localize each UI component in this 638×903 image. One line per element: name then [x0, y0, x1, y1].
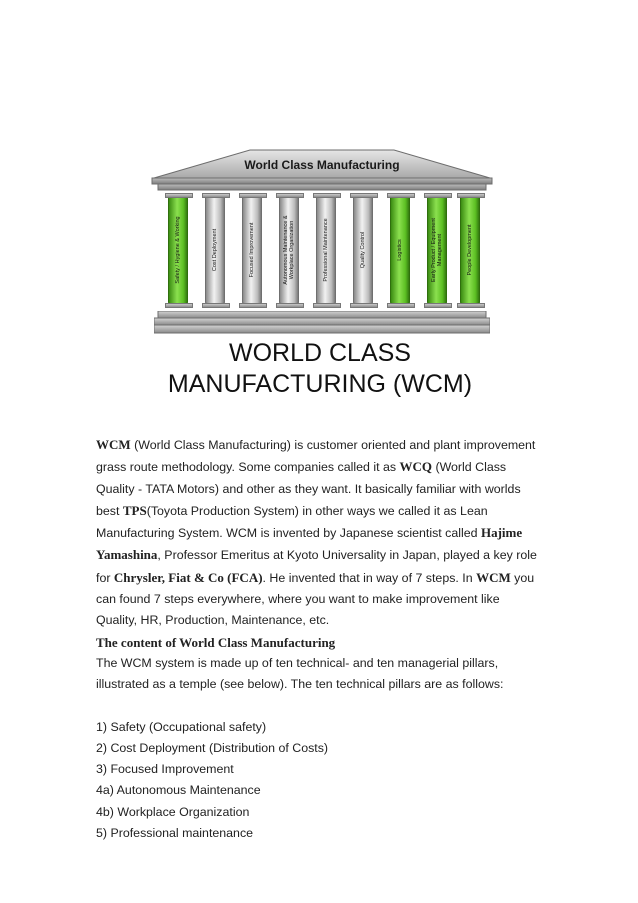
- pillar-quality-control: [353, 196, 373, 304]
- pillar-label: Quality Control: [360, 231, 366, 269]
- bold-term: WCQ: [399, 459, 432, 475]
- pillar-safety: [168, 196, 188, 304]
- text-run: (Toyota Production System) in other ways we called it as Lean Manufacturing System. WCM is invented by Japanese scientist called: [96, 503, 488, 541]
- pillar-focused-improvement: [242, 196, 262, 304]
- pillar-label: Logistics: [397, 239, 403, 261]
- pillar-cost-deployment: [205, 196, 225, 304]
- pillar-people-development: [460, 196, 480, 304]
- spacer: [96, 696, 542, 717]
- list-item: 4b) Workplace Organization: [96, 804, 250, 819]
- temple-base: [154, 311, 490, 334]
- pillar-logistics: [390, 196, 410, 304]
- pillar-early-management: [427, 196, 447, 304]
- pillar-autonomous-maintenance: [279, 196, 299, 304]
- pillar-label: Early Product / Equipment Management: [431, 218, 443, 282]
- bold-term: Chrysler, Fiat & Co (FCA): [113, 569, 263, 585]
- wcm-temple-figure: [150, 148, 494, 334]
- figure-title: World Class Manufacturing: [244, 158, 400, 172]
- page-title: [96, 338, 544, 400]
- section-paragraph: The WCM system is made up of ten technical- and ten managerial pillars, illustrated as a temple (see below). The ten technical pillars are as follows:: [96, 655, 504, 692]
- list-item: 4a) Autonomous Maintenance: [96, 783, 261, 798]
- pillar-label: Autonomous Maintenance & Workplace Organization: [283, 215, 295, 285]
- pillar-label: Focused Improvement: [249, 222, 255, 278]
- text-run: . He invented that in way of 7 steps. In: [262, 570, 477, 585]
- text-run: (World Class Quality - TATA Motors) and other as they want. It basically familiar with worlds best: [96, 460, 521, 518]
- list-item: 1) Safety (Occupational safety): [96, 719, 267, 734]
- pillar-professional-maintenance: [316, 196, 336, 304]
- text-run: you can found 7 steps everywhere, where you want to make improvement like Quality, HR, Production, Maintenance, etc.: [96, 570, 535, 628]
- bold-term: WCM: [476, 569, 511, 585]
- section-heading: The content of World Class Manufacturing: [96, 634, 336, 650]
- title-line-2: MANUFACTURING (WCM): [167, 370, 473, 398]
- temple-roof: [150, 148, 494, 192]
- bold-term: WCM: [96, 437, 131, 452]
- bold-term: Hajime Yamashina: [96, 525, 523, 563]
- title-line-1: WORLD CLASS: [229, 339, 411, 367]
- pillar-label: Professional Maintenance: [323, 218, 329, 282]
- intro-paragraph: [96, 434, 542, 632]
- article-body: [96, 434, 542, 844]
- text-run: (World Class Manufacturing) is customer oriented and plant improvement grass route methodology. Some companies called it as: [96, 438, 536, 475]
- list-item: 5) Professional maintenance: [96, 826, 254, 841]
- pillar-label: Cost Deployment: [212, 228, 218, 272]
- text-run: , Professor Emeritus at Kyoto Universality in Japan, played a key role for: [96, 548, 537, 585]
- pillar-label: Safety / Hygiene & Working: [175, 216, 181, 284]
- bold-term: TPS: [122, 502, 147, 518]
- pillar-row: [160, 192, 486, 310]
- list-item: 2) Cost Deployment (Distribution of Costs): [96, 740, 329, 755]
- pillar-label: People Development: [467, 224, 473, 276]
- list-item: 3) Focused Improvement: [96, 762, 234, 777]
